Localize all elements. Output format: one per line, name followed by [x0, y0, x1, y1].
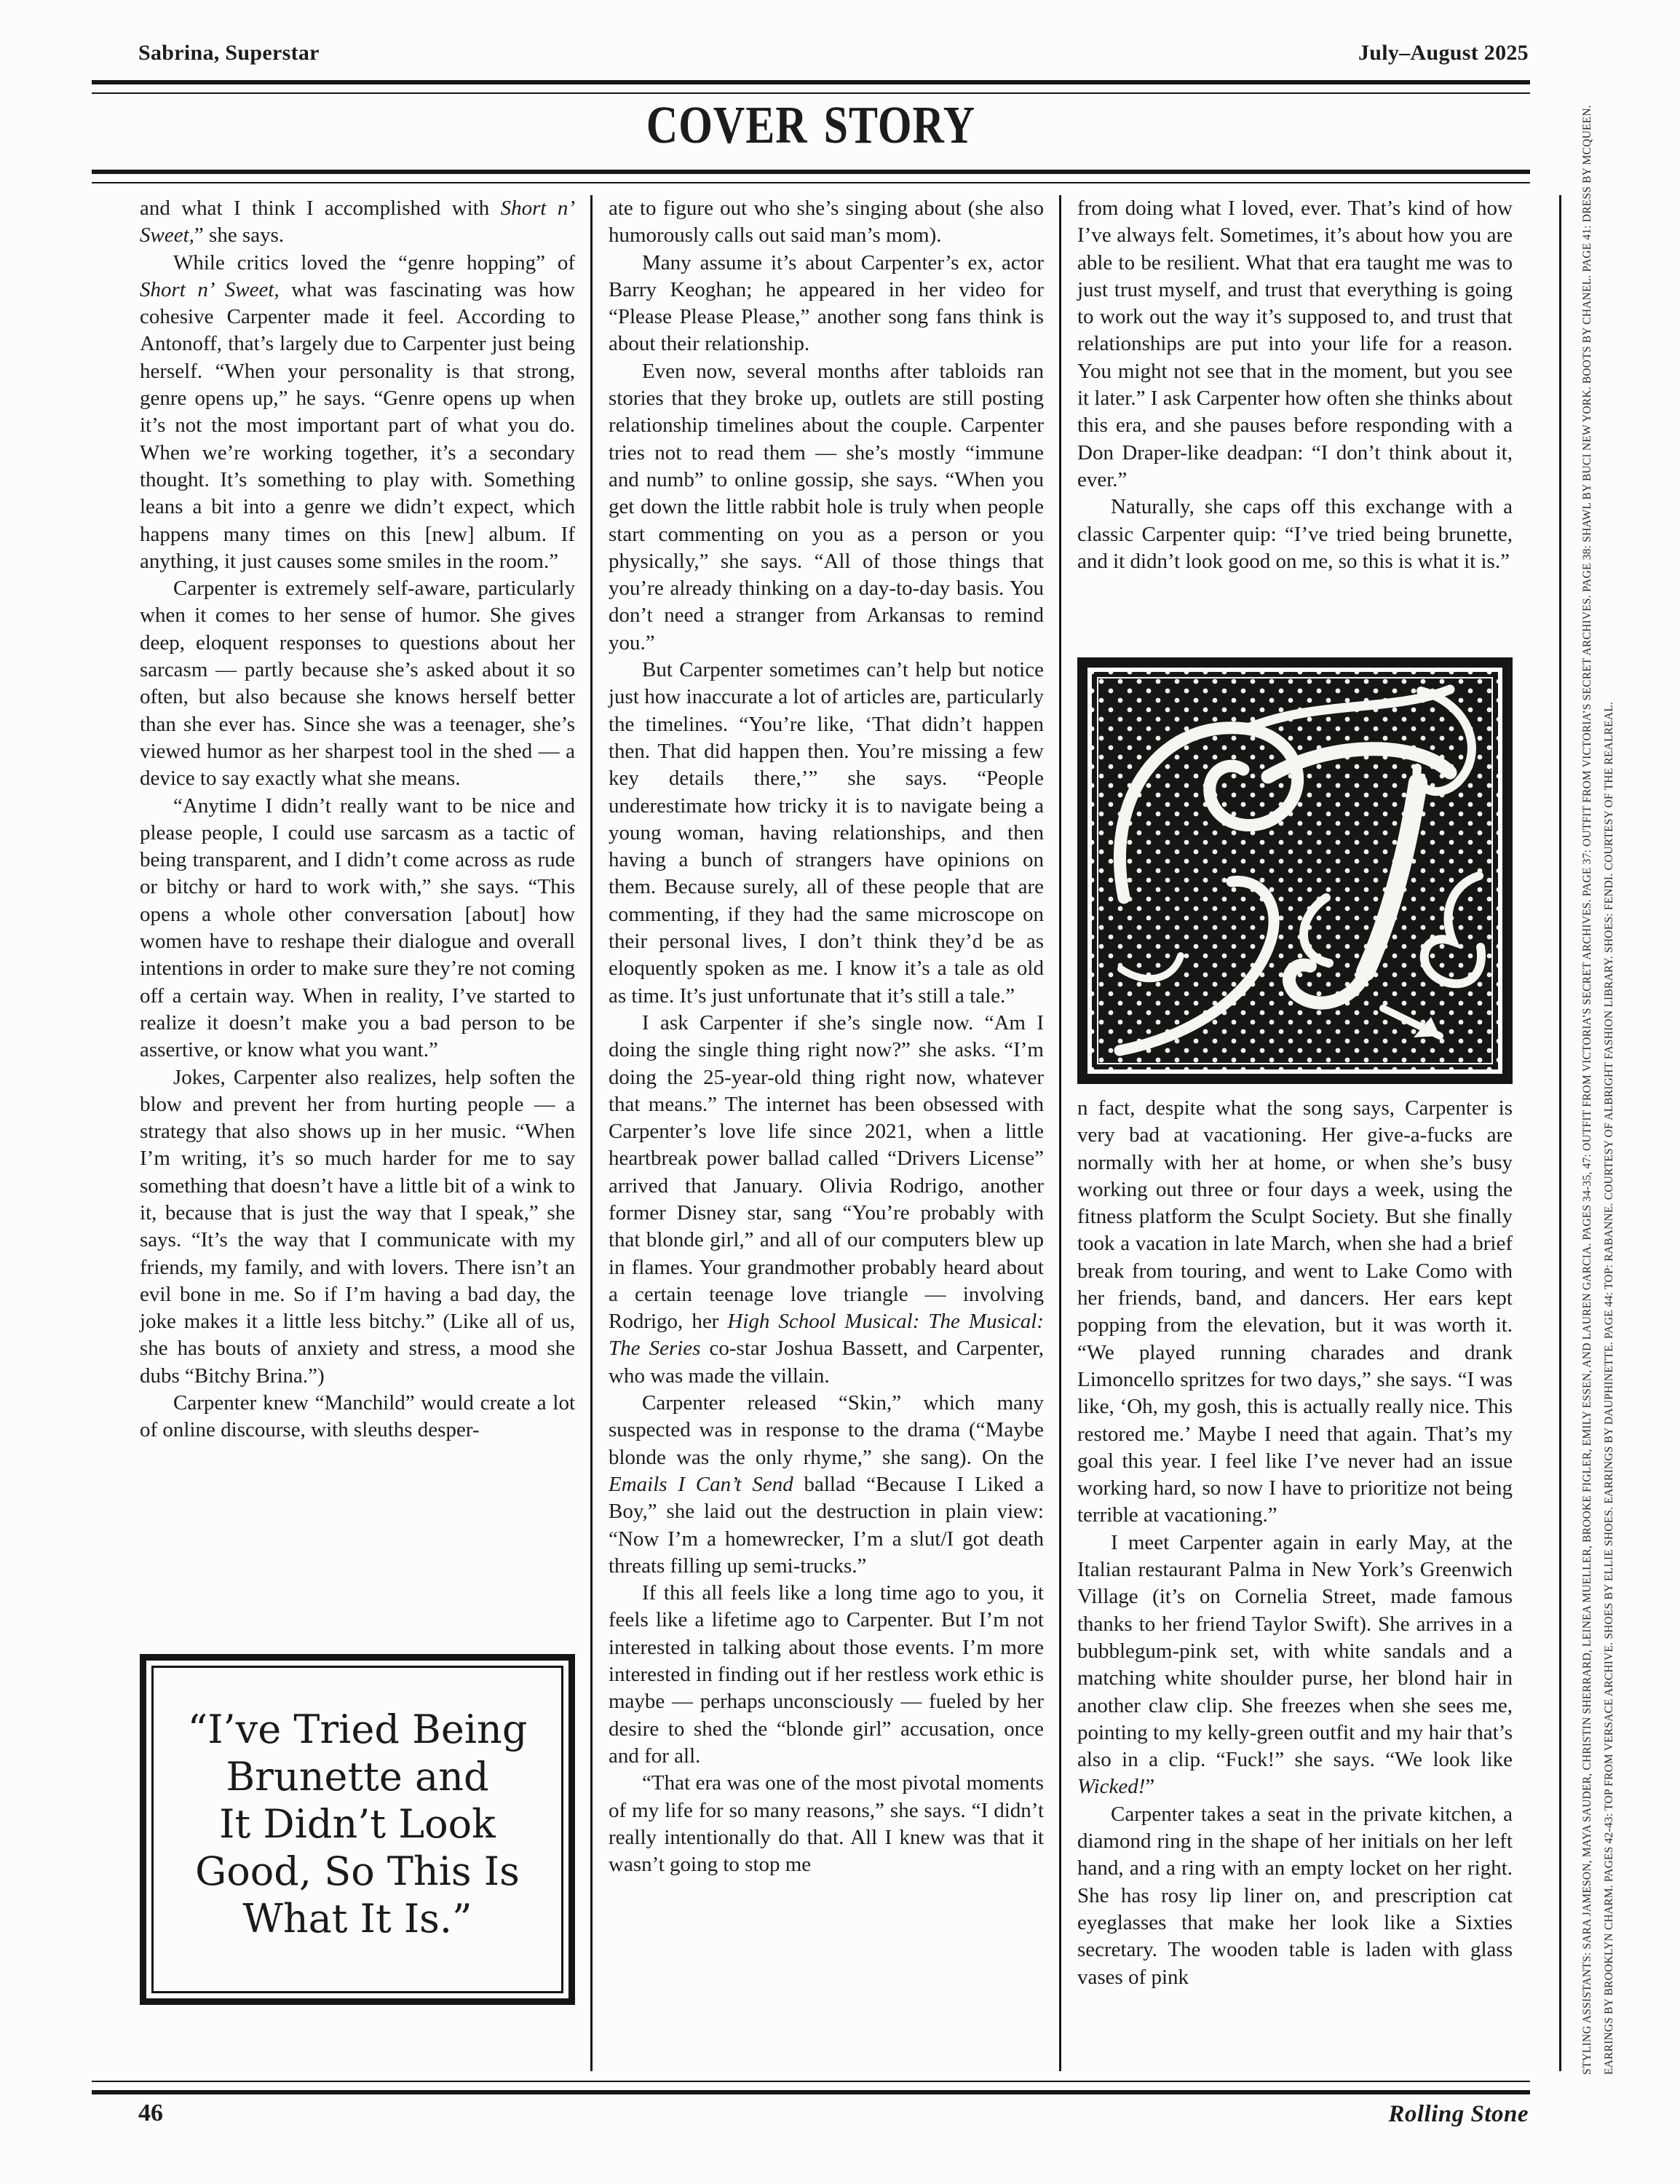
body-paragraph: If this all feels like a long time ago to you, it feels like a lifetime ago to Carpenter. But I’m not interested in talking about those events. I’m more interested in finding out if her restless work ethic is maybe — perhaps unconsciously — fueled by her desire to shed the “blonde girl” accusation, once and for all. [609, 1581, 1044, 1768]
pull-quote-text: “I’ve Tried Being Brunette and It Didn’t Look Good, So This Is What It Is.” [187, 1706, 528, 1942]
body-paragraph: Even now, several months after tabloids ran stories that they broke up, outlets are still posting relationship timelines about the couple. Carpenter tries not to read them — she’s mostly “immune and numb” to online gossip, she says. “When you get down the little rabbit hole is truly when people start commenting on you as a person or you physically,” she says. “All of those things that you’re already thinking on a day-to-day basis. You don’t need a stranger from Arkansas to remind you.” [609, 359, 1044, 654]
body-paragraph: ate to figure out who she’s singing about (she also humorously calls out said man’s mom). [609, 197, 1044, 248]
body-paragraph: Carpenter takes a seat in the private kitchen, a diamond ring in the shape of her initials on her left hand, and a ring with an empty locket on her right. She has rosy lip liner on, and prescription cat eyeglasses that make her look like a Sixties secretary. The wooden table is laden with glass vases of pink [1077, 1802, 1513, 1989]
title-bottom-rule [92, 170, 1530, 183]
body-paragraph: I ask Carpenter if she’s single now. “Am I doing the single thing right now?” she asks. “I’m doing the 25-year-old thing right now, whatever that means.” The internet has been obsessed with Carpenter’s love life since 2021, when a little heartbreak power ballad called “Drivers License” arrived that January. Olivia Rodrigo, another former Disney star, sang “You’re probably with that blonde girl,” and all of our computers blew up in flames. Your grandmother probably heard about a certain teenage love triangle — involving Rodrigo, her High School Musical: The Musical: The Series co-star Joshua Bassett, and Carpenter, who was made the villain. [609, 1010, 1044, 1388]
article-column-3-lower [1077, 1095, 1513, 1991]
photo-credits-line-1: STYLING ASSISTANTS: SARA JAMESON, MAYA SAUDER, CHRISTIN SHERRARD, LEINEA MUELLER, BROOKE FIGLER, EMILY ESSEN, AND LAUREN GARCIA. PAGES 34-35, 47: OUTFIT FROM VICTORIA’S SECRET ARCHIVES. PAGE 37: OUTFIT FROM VICTORIA’S SECRET ARCHIVES. PAGE 38: SHAWL BY BUCI NEW YORK. BOOTS BY CHANEL. PAGE 41: DRESS BY MCQUEEN. [1581, 105, 1593, 2075]
running-head-issue-date: July–August 2025 [1358, 41, 1529, 65]
top-scotch-rule [92, 80, 1530, 94]
body-paragraph: Jokes, Carpenter also realizes, help soften the blow and prevent her from hurting people — a strategy that also shows up in her music. “When I’m writing, it’s so much harder for me to say something that doesn’t have a little bit of a wink to it, because that is just the way that I speak,” she says. “It’s the way that I communicate with my friends, my family, and with lovers. There isn’t an evil bone in me. So if I’m having a bad day, the joke makes it a little less bitchy.” (Like all of us, she has bouts of anxiety and stress, a mood she dubs “Bitchy Brina.”) [140, 1065, 575, 1388]
body-paragraph: Many assume it’s about Carpenter’s ex, actor Barry Keoghan; he appeared in her video for “Please Please Please,” another song fans think is about their relationship. [609, 250, 1044, 356]
right-edge-rule [1559, 195, 1561, 2071]
ornate-initial-illustration [1077, 657, 1513, 1084]
body-paragraph: and what I think I accomplished with Short n’ Sweet,” she says. [140, 197, 575, 248]
article-column-2 [609, 195, 1044, 1878]
photo-credits-line-2: EARRINGS BY BROOKLYN CHARM. PAGES 42-43: TOP FROM VERSACE ARCHIVE. SHOES BY ELLIE SHOES. EARRINGS BY DAUPHINETTE. PAGE 44: TOP: RABANNE. COURTESY OF ALBRIGHT FASHION LIBRARY. SHOES: FENDI. COURTESY OF THE REALREAL. [1603, 702, 1615, 2075]
magazine-logo: Rolling Stone [1388, 2101, 1529, 2127]
article-column-3-upper [1077, 195, 1513, 575]
body-paragraph: While critics loved the “genre hopping” of Short n’ Sweet, what was fascinating was how cohesive Carpenter made it feel. According to Antonoff, that’s largely due to Carpenter just being herself. “When your personality is that strong, genre opens up,” he says. “Genre opens up when it’s not the most important part of what you do. When we’re working together, it’s a secondary thought. It’s something to play with. Something leans a bit into a genre we didn’t expect, which happens many times on this [new] album. If anything, it just causes some smiles in the room.” [140, 250, 575, 573]
body-paragraph: Carpenter is extremely self-aware, particularly when it comes to her sense of humor. She gives deep, eloquent responses to questions about her sarcasm — partly because she’s asked about it so often, but also because she knows herself better than she ever has. Since she was a teenager, she’s viewed humor as her sharpest tool in the shed — a device to say exactly what she means. [140, 577, 575, 791]
body-paragraph: But Carpenter sometimes can’t help but notice just how inaccurate a lot of articles are, particularly the timelines. “You’re like, ‘That didn’t happen then. That did happen then. You’re missing a few key details there,’” she says. “People underestimate how tricky it is to navigate being a young woman, having relationships, and then having a bunch of strangers have opinions on them. Because surely, all of these people that are commenting, if they had the same microscope on their personal lives, I don’t think they’d be as eloquently spoken as me. I know it’s a tale as old as time. It’s just unfortunate that it’s still a tale.” [609, 658, 1044, 1008]
pull-quote-inner-frame [151, 1666, 563, 1993]
body-paragraph: I meet Carpenter again in early May, at the Italian restaurant Palma in New York’s Greenwich Village (it’s on Cornelia Street, made famous thanks to her friend Taylor Swift). She arrives in a bubblegum-pink set, with white sandals and a matching white shoulder purse, her blond hair in another claw clip. She freezes when she sees me, pointing to my kelly-green outfit and my hair that’s also in a clip. “Fuck!” she says. “We look like Wicked!” [1077, 1530, 1513, 1799]
column-divider-1 [590, 195, 593, 2071]
body-paragraph: Naturally, she caps off this exchange with a classic Carpenter quip: “I’ve tried being brunette, and it didn’t look good on me, so this is what it is.” [1077, 495, 1513, 573]
pull-quote-box [140, 1654, 575, 2005]
body-paragraph: Carpenter knew “Manchild” would create a lot of online discourse, with sleuths desper- [140, 1391, 575, 1442]
body-paragraph: Carpenter released “Skin,” which many suspected was in response to the drama (“Maybe blonde was the only rhyme,” she sang). On the Emails I Can’t Send ballad “Because I Liked a Boy,” she laid out the destruction in plain view: “Now I’m a homewrecker, I’m a slut/I got death threats filling up semi-trucks.” [609, 1391, 1044, 1578]
footer-rule [92, 2081, 1530, 2094]
ornate-initial-icon [1077, 657, 1513, 1084]
body-paragraph: “That era was one of the most pivotal moments of my life for so many reasons,” she says. “I didn’t really intentionally do that. All I knew was that it wasn’t going to stop me [609, 1771, 1044, 1877]
body-paragraph: n fact, despite what the song says, Carpenter is very bad at vacationing. Her give-a-fucks are normally with her at home, or when she’s busy working out three or four days a week, using the fitness platform the Sculpt Society. But she finally took a vacation in late March, when she had a brief break from touring, and went to Lake Como with her friends, band, and dancers. Her ears kept popping from the elevation, but it was worth it. “We played running charades and drank Limoncello spritzes for two days,” she says. “I was like, ‘Oh, my gosh, this is actually really nice. This restored me.’ Maybe I need that again. That’s my goal this year. I feel like I’ve never had an issue working hard, so now I have to prioritize not being terrible at vacationing.” [1077, 1096, 1513, 1527]
running-head-title: Sabrina, Superstar [138, 41, 320, 65]
section-title: COVER STORY [646, 95, 976, 154]
column-divider-2 [1059, 195, 1061, 2071]
body-paragraph: “Anytime I didn’t really want to be nice and please people, I could use sarcasm as a tactic of being transparent, and I didn’t come across as rude or bitchy or hard to work with,” she says. “This opens a whole other conversation [about] how women have to reshape their dialogue and overall intentions in order to make sure they’re not coming off a certain way. When in reality, I’ve started to realize it doesn’t make you a bad person to be assertive, or know what you want.” [140, 794, 575, 1062]
page-number: 46 [138, 2100, 163, 2126]
article-column-1 [140, 195, 575, 1444]
body-paragraph: from doing what I loved, ever. That’s kind of how I’ve always felt. Sometimes, it’s about how you are able to be resilient. What that era taught me was to just trust myself, and trust that everything is going to work out the way it’s supposed to, and trust that relationships are put into your life for a reason. You might not see that in the moment, but you see it later.” I ask Carpenter how often she thinks about this era, and she pauses before responding with a Don Draper-like deadpan: “I don’t think about it, ever.” [1077, 197, 1513, 491]
